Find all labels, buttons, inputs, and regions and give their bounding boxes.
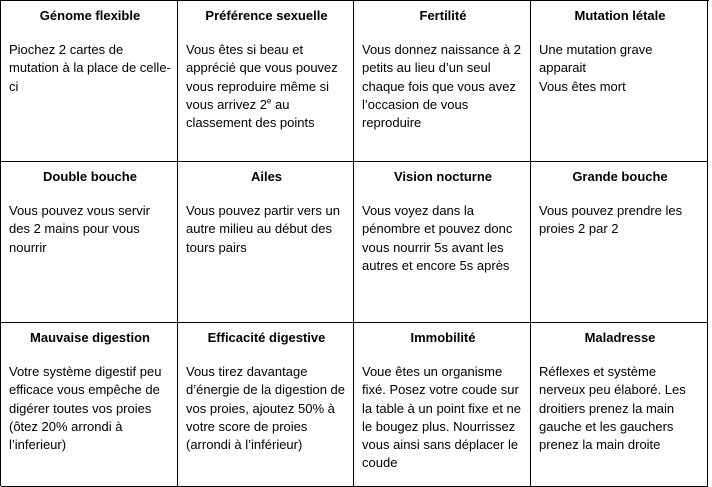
- card-text: Votre système digestif peu efficace vous empêche de digérer toutes vos proies (ôtez 20% arrondi à l’inferieur): [9, 364, 162, 453]
- card-text: Piochez 2 cartes de mutation à la place de celle-ci: [9, 42, 171, 94]
- card-immobilite: [354, 323, 531, 487]
- card-title: Grande bouche: [572, 169, 668, 184]
- card-title: Vision nocturne: [394, 169, 492, 184]
- card-mutation-letale: [531, 1, 708, 162]
- card-text: [539, 41, 701, 96]
- card-text: Vous voyez dans la pénombre et pouvez donc vous nourrir 5s avant les autres et encore 5s après: [362, 203, 513, 273]
- card-preference-sexuelle: [178, 1, 354, 162]
- card-vision-nocturne: [354, 162, 531, 323]
- card-grande-bouche: [531, 162, 708, 323]
- card-title: Génome flexible: [39, 8, 141, 23]
- card-text: Vous tirez davantage d’énergie de la digestion de vos proies, ajoutez 50% à votre score de proies (arrondi à l’inférieur): [186, 364, 346, 453]
- card-title: Double bouche: [43, 169, 137, 184]
- card-title: Maladresse: [584, 330, 656, 345]
- card-efficacite-digestive: [178, 323, 354, 487]
- card-title: Efficacité digestive: [207, 330, 326, 345]
- card-text: [186, 41, 347, 132]
- card-title: Immobilité: [410, 330, 476, 345]
- card-title: Mutation létale: [574, 8, 666, 23]
- card-text: Vous donnez naissance à 2 petits au lieu d’un seul chaque fois que vous avez l’occasion de vous reproduire: [362, 42, 522, 131]
- card-text-main: Vous êtes si beau et apprécié que vous pouvez vous reproduire même si vous arrivez 2: [186, 42, 338, 112]
- card-title: Préférence sexuelle: [205, 8, 328, 23]
- card-text-line-1: Une mutation grave apparait: [539, 42, 653, 76]
- card-text: Vous pouvez partir vers un autre milieu au début des tours pairs: [186, 203, 340, 255]
- card-title: Ailes: [250, 169, 283, 184]
- card-text: Voue êtes un organisme fixé. Posez votre coude sur la table à un point fixe et ne le bougez plus. Nourrissez vous ainsi sans déplacer le coude: [362, 364, 522, 471]
- ordinal-superscript: e: [266, 96, 272, 106]
- card-text-end: au classement des points: [186, 96, 315, 131]
- card-genome-flexible: [1, 1, 178, 162]
- card-ailes: [178, 162, 354, 323]
- card-text-line-2: Vous êtes mort: [539, 78, 626, 94]
- card-mauvaise-digestion: [1, 323, 178, 487]
- card-fertilite: [354, 1, 531, 162]
- card-double-bouche: [1, 162, 178, 323]
- card-title: Mauvaise digestion: [30, 330, 150, 345]
- card-title: Fertilité: [419, 8, 467, 23]
- card-maladresse: [531, 323, 708, 487]
- card-text: Vous pouvez vous servir des 2 mains pour vous nourrir: [9, 203, 150, 255]
- card-text: Vous pouvez prendre les proies 2 par 2: [539, 203, 683, 237]
- card-text: Réflexes et système nerveux peu élaboré. Les droitiers prenez la main gauche et les gauchers prenez la main droite: [539, 364, 686, 453]
